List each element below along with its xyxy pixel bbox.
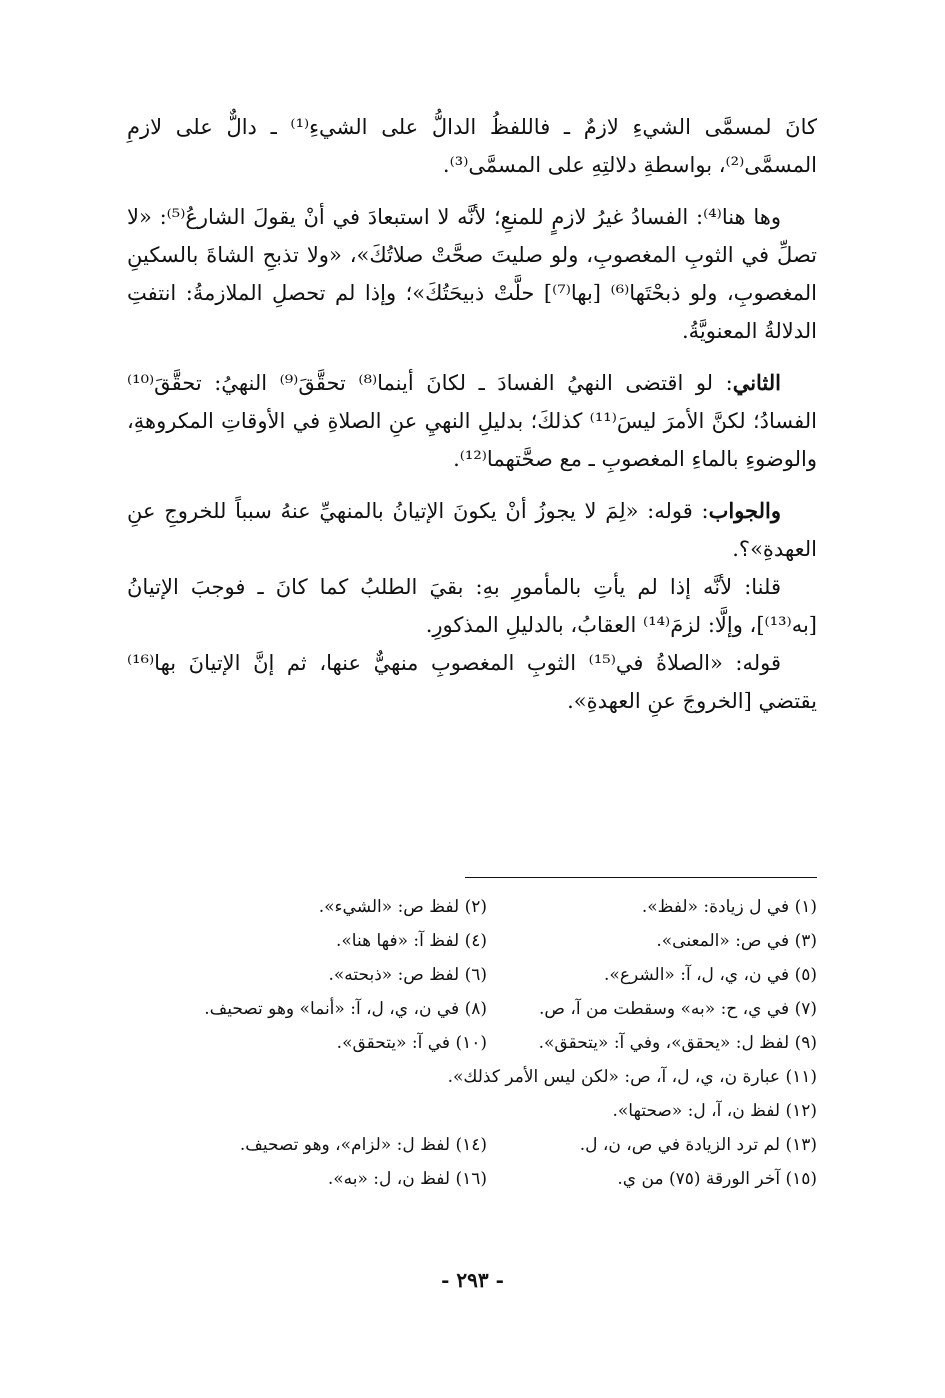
footnote-8: (٨) في ن، ي، ل، آ: «أنما» وهو تصحيف. (204, 999, 487, 1019)
paragraph-4-lead: والجواب (708, 498, 781, 523)
footnote-6: (٦) لفظ ص: «ذبحته». (328, 965, 487, 985)
footnote-3: (٣) في ص: «المعنى». (656, 931, 817, 951)
paragraph-6-text: قوله: «الصلاةُ في⁽¹⁵⁾ الثوبِ المغصوبِ منهيٌّ عنها، ثم إنَّ الإتيانَ بها⁽¹⁶⁾ يقتضي [الخروجَ عنِ العهدةِ». (127, 651, 817, 713)
footnote-divider (465, 877, 817, 878)
paragraph-3-text: : لو اقتضى النهيُ الفسادَ ـ لكانَ أينما⁽⁸⁾ تحقَّقَ⁽⁹⁾ النهيُ: تحقَّقَ⁽¹⁰⁾ الفسادُ؛ لكنَّ الأمرَ ليسَ⁽¹¹⁾ كذلكَ؛ بدليلِ النهيِ عنِ الصلاةِ في الأوقاتِ المكروهةِ، والوضوءِ بالماءِ المغصوبِ ـ مع صحَّتهما⁽¹²⁾. (127, 371, 817, 471)
paragraph-5 (127, 568, 817, 644)
paragraph-4-text: : قوله: «لِمَ لا يجوزُ أنْ يكونَ الإتيانُ بالمنهيِّ عنهُ سبباً للخروجِ عنِ العهدةِ»؟. (127, 499, 817, 561)
footnote-row (82, 1026, 817, 1060)
paragraph-3 (127, 364, 817, 478)
footnote-16: (١٦) لفظ ن، ل: «به». (327, 1169, 487, 1189)
footnote-5: (٥) في ن، ي، ل، آ: «الشرع». (604, 965, 817, 985)
footnote-row (82, 992, 817, 1026)
footnote-15: (١٥) آخر الورقة (٧٥) من ي. (617, 1169, 817, 1189)
footnote-13: (١٣) لم ترد الزيادة في ص، ن، ل. (579, 1135, 817, 1155)
paragraph-2-text: وها هنا⁽⁴⁾: الفسادُ غيرُ لازمٍ للمنعِ؛ لأنَّه لا استبعادَ في أنْ يقولَ الشارعُ⁽⁵⁾: «لا تصلِّ في الثوبِ المغصوبِ، ولو صليتَ صحَّتْ صلاتُكَ»، «ولا تذبحِ الشاةَ بالسكينِ المغصوبِ، ولو ذبحْتَها⁽⁶⁾ [بها⁽⁷⁾] حلَّتْ ذبيحَتُكَ»؛ وإذا لم تحصلِ الملازمةُ: انتفتِ الدلالةُ المعنويَّةُ. (127, 205, 818, 343)
paragraph-3-lead: الثاني (732, 370, 782, 395)
paragraph-5-text: قلنا: لأنَّه إذا لم يأتِ بالمأمورِ بهِ: بقيَ الطلبُ كما كانَ ـ فوجبَ الإتيانُ [به⁽¹³⁾]، وإلَّا: لزمَ⁽¹⁴⁾ العقابُ، بالدليلِ المذكورِ. (127, 575, 817, 637)
footnote-4: (٤) لفظ آ: «فها هنا». (335, 931, 487, 951)
main-text (127, 108, 817, 720)
footnote-7: (٧) في ي، ح: «به» وسقطت من آ، ص. (539, 999, 817, 1019)
footnote-row (82, 924, 817, 958)
page-number: - ٢٩٣ - (441, 1268, 504, 1292)
footnote-row (82, 890, 817, 924)
footnote-12: (١٢) لفظ ن، آ، ل: «صحتها». (612, 1101, 817, 1121)
footnotes (82, 890, 817, 1196)
footnote-row (82, 958, 817, 992)
paragraph-1 (127, 108, 817, 184)
footnote-row (82, 1128, 817, 1162)
paragraph-4 (127, 492, 817, 568)
footnote-1: (١) في ل زيادة: «لفظ». (641, 897, 817, 917)
footnote-2: (٢) لفظ ص: «الشيء». (318, 897, 487, 917)
footnote-10: (١٠) في آ: «يتحقق». (336, 1033, 487, 1053)
footnote-11: (١١) عبارة ن، ي، ل، آ، ص: «لكن ليس الأمر كذلك». (447, 1067, 817, 1087)
footnote-row (82, 1162, 817, 1196)
footnote-14: (١٤) لفظ ل: «لزام»، وهو تصحيف. (239, 1135, 487, 1155)
footnote-9: (٩) لفظ ل: «يحقق»، وفي آ: «يتحقق». (538, 1033, 817, 1053)
paragraph-1-text: كانَ لمسمَّى الشيءِ لازمٌ ـ فاللفظُ الدالُّ على الشيءِ⁽¹⁾ ـ دالٌّ على لازمِ المسمَّى⁽²⁾، بواسطةِ دلالتِهِ على المسمَّى⁽³⁾. (127, 115, 818, 177)
paragraph-2 (127, 198, 817, 350)
paragraph-6 (127, 644, 817, 720)
